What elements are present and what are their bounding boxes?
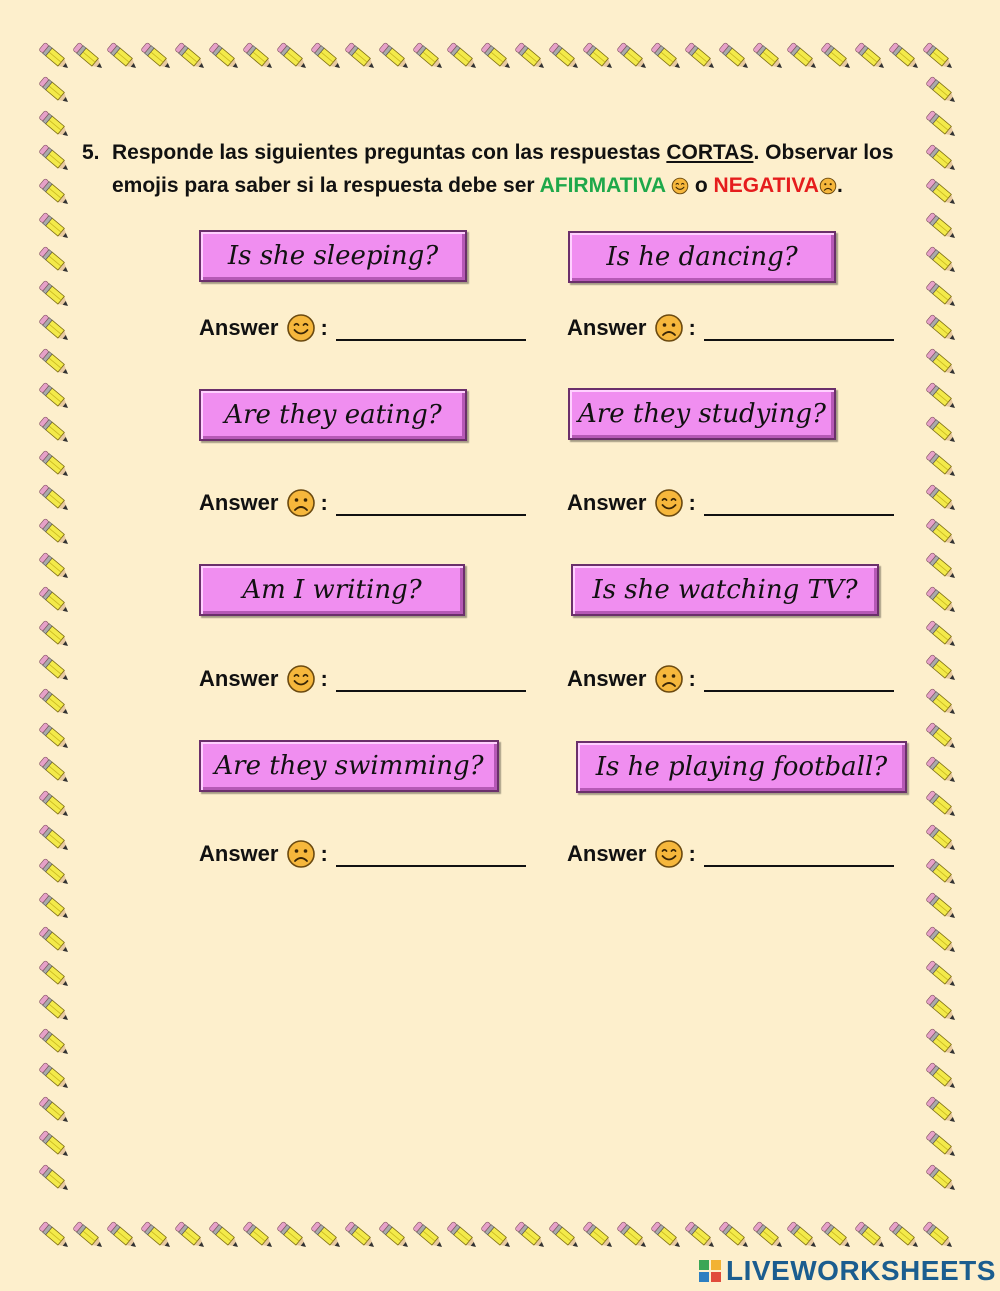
pencil-border-icon <box>926 1028 958 1058</box>
instructions-line-2 <box>112 169 843 202</box>
pencil-border-icon <box>926 994 958 1024</box>
question-number: 5. <box>82 141 100 164</box>
pencil-border-icon <box>926 110 958 140</box>
pencil-border-icon <box>926 144 958 174</box>
answer-blank[interactable] <box>336 841 526 867</box>
colon: : <box>320 315 328 340</box>
liveworksheets-logo-text: LIVEWORKSHEETS <box>726 1255 996 1286</box>
pencil-border-icon <box>39 756 71 786</box>
question-box-3: Are they eating? <box>199 389 467 441</box>
pencil-border-icon <box>39 688 71 718</box>
pencil-border-icon <box>379 1221 411 1251</box>
pencil-border-icon <box>39 654 71 684</box>
cortas-underlined: CORTAS <box>666 141 754 164</box>
pencil-border-icon <box>926 790 958 820</box>
pencil-border-icon <box>39 1096 71 1126</box>
pencil-border-icon <box>926 892 958 922</box>
pencil-border-icon <box>926 450 958 480</box>
answer-row-4 <box>567 485 894 521</box>
pencil-border-icon <box>175 1221 207 1251</box>
pencil-border-icon <box>926 518 958 548</box>
pencil-border-icon <box>39 178 71 208</box>
pencil-border-icon <box>39 348 71 378</box>
pencil-border-icon <box>311 42 343 72</box>
pencil-border-icon <box>413 1221 445 1251</box>
pencil-border-icon <box>39 1221 71 1251</box>
pencil-border-icon <box>926 722 958 752</box>
pencil-border-icon <box>926 688 958 718</box>
answer-blank[interactable] <box>336 666 526 692</box>
pencil-border-icon <box>889 1221 921 1251</box>
pencil-border-icon <box>821 42 853 72</box>
pencil-border-icon <box>39 722 71 752</box>
pencil-border-icon <box>39 246 71 276</box>
pencil-border-icon <box>926 824 958 854</box>
pencil-border-icon <box>39 552 71 582</box>
pencil-border-icon <box>753 1221 785 1251</box>
pencil-border-icon <box>39 994 71 1024</box>
colon: : <box>688 315 696 340</box>
instructions-text: Responde las siguientes preguntas con las respuestas <box>112 141 667 164</box>
pencil-border-icon <box>926 348 958 378</box>
pencil-border-icon <box>889 42 921 72</box>
pencil-border-icon <box>617 42 649 72</box>
smile-emoji-icon <box>286 664 316 694</box>
pencil-border-icon <box>753 42 785 72</box>
pencil-border-icon <box>39 314 71 344</box>
instructions-line-1 <box>112 136 894 169</box>
answer-label: Answer <box>199 315 279 340</box>
liveworksheets-logo-icon <box>698 1259 722 1283</box>
pencil-border-icon <box>926 76 958 106</box>
pencil-border-icon <box>617 1221 649 1251</box>
pencil-border-icon <box>481 42 513 72</box>
question-box-6: Is she watching TV? <box>571 564 879 616</box>
answer-row-8 <box>567 836 894 872</box>
pencil-border-icon <box>73 1221 105 1251</box>
answer-label: Answer <box>199 841 279 866</box>
negative-label: NEGATIVA <box>713 174 819 197</box>
pencil-border-icon <box>39 484 71 514</box>
answer-label: Answer <box>567 666 647 691</box>
colon: : <box>320 490 328 515</box>
pencil-border-icon <box>685 1221 717 1251</box>
colon: : <box>320 666 328 691</box>
pencil-border-icon <box>107 1221 139 1251</box>
pencil-border-icon <box>926 654 958 684</box>
pencil-border-icon <box>39 518 71 548</box>
pencil-border-icon <box>243 1221 275 1251</box>
pencil-border-icon <box>515 42 547 72</box>
pencil-border-icon <box>209 42 241 72</box>
pencil-border-icon <box>719 1221 751 1251</box>
pencil-border-icon <box>926 382 958 412</box>
frown-emoji-icon <box>286 839 316 869</box>
answer-row-1 <box>199 310 526 346</box>
smile-emoji-icon <box>671 177 689 195</box>
pencil-border-icon <box>926 1062 958 1092</box>
smile-emoji-icon <box>286 313 316 343</box>
pencil-border-icon <box>855 42 887 72</box>
pencil-border-icon <box>787 1221 819 1251</box>
pencil-border-icon <box>277 42 309 72</box>
pencil-border-icon <box>926 246 958 276</box>
colon: : <box>320 841 328 866</box>
pencil-border-icon <box>515 1221 547 1251</box>
pencil-border-icon <box>926 1164 958 1194</box>
pencil-border-icon <box>39 42 71 72</box>
pencil-border-icon <box>39 1028 71 1058</box>
smile-emoji-icon <box>654 839 684 869</box>
pencil-border-icon <box>821 1221 853 1251</box>
pencil-border-icon <box>926 586 958 616</box>
answer-label: Answer <box>567 315 647 340</box>
pencil-border-icon <box>107 42 139 72</box>
answer-blank[interactable] <box>336 490 526 516</box>
pencil-border-icon <box>926 212 958 242</box>
answer-blank[interactable] <box>704 315 894 341</box>
pencil-border-icon <box>926 280 958 310</box>
pencil-border-icon <box>926 926 958 956</box>
answer-row-5 <box>199 661 526 697</box>
pencil-border-icon <box>39 858 71 888</box>
answer-blank[interactable] <box>704 490 894 516</box>
pencil-border-icon <box>345 1221 377 1251</box>
pencil-border-icon <box>926 484 958 514</box>
instructions-text: emojis para saber si la respuesta debe ser <box>112 174 540 197</box>
pencil-border-icon <box>719 42 751 72</box>
pencil-border-icon <box>923 42 955 72</box>
liveworksheets-logo <box>698 1256 996 1286</box>
pencil-border-icon <box>926 960 958 990</box>
pencil-border-icon <box>73 42 105 72</box>
frown-emoji-icon <box>654 664 684 694</box>
question-box-8: Is he playing football? <box>576 741 907 793</box>
answer-label: Answer <box>199 490 279 515</box>
answer-row-7 <box>199 836 526 872</box>
pencil-border-icon <box>39 790 71 820</box>
answer-row-2 <box>567 310 894 346</box>
question-box-1: Is she sleeping? <box>199 230 467 282</box>
instructions-text: . Observar los <box>753 141 894 164</box>
pencil-border-icon <box>39 1164 71 1194</box>
pencil-border-icon <box>926 756 958 786</box>
pencil-border-icon <box>39 824 71 854</box>
pencil-border-icon <box>39 960 71 990</box>
pencil-border-icon <box>379 42 411 72</box>
pencil-border-icon <box>39 620 71 650</box>
pencil-border-icon <box>39 586 71 616</box>
pencil-border-icon <box>39 382 71 412</box>
answer-blank[interactable] <box>704 666 894 692</box>
pencil-border-icon <box>926 620 958 650</box>
colon: : <box>688 490 696 515</box>
instructions-connector: o <box>689 174 714 197</box>
pencil-border-icon <box>549 42 581 72</box>
affirmative-label: AFIRMATIVA <box>539 174 666 197</box>
pencil-border-icon <box>855 1221 887 1251</box>
answer-blank[interactable] <box>336 315 526 341</box>
pencil-border-icon <box>583 42 615 72</box>
pencil-border-icon <box>685 42 717 72</box>
instructions-end: . <box>836 174 843 197</box>
smile-emoji-icon <box>654 488 684 518</box>
pencil-border-icon <box>926 416 958 446</box>
pencil-border-icon <box>39 76 71 106</box>
pencil-border-icon <box>39 926 71 956</box>
answer-blank[interactable] <box>704 841 894 867</box>
pencil-border-icon <box>243 42 275 72</box>
pencil-border-icon <box>923 1221 955 1251</box>
frown-emoji-icon <box>286 488 316 518</box>
pencil-border-icon <box>447 1221 479 1251</box>
colon: : <box>688 666 696 691</box>
pencil-border-icon <box>549 1221 581 1251</box>
pencil-border-icon <box>141 42 173 72</box>
pencil-border-icon <box>175 42 207 72</box>
pencil-border-icon <box>926 1096 958 1126</box>
pencil-border-icon <box>345 42 377 72</box>
answer-label: Answer <box>567 841 647 866</box>
pencil-border-icon <box>39 892 71 922</box>
answer-row-6 <box>567 661 894 697</box>
pencil-border-icon <box>209 1221 241 1251</box>
pencil-border-icon <box>311 1221 343 1251</box>
pencil-border-icon <box>39 416 71 446</box>
pencil-border-icon <box>413 42 445 72</box>
pencil-border-icon <box>926 858 958 888</box>
pencil-border-icon <box>787 42 819 72</box>
pencil-border-icon <box>39 280 71 310</box>
pencil-border-icon <box>39 1062 71 1092</box>
answer-label: Answer <box>199 666 279 691</box>
pencil-border-icon <box>651 42 683 72</box>
pencil-border-icon <box>39 110 71 140</box>
question-box-4: Are they studying? <box>568 388 836 440</box>
pencil-border-icon <box>651 1221 683 1251</box>
pencil-border-icon <box>583 1221 615 1251</box>
answer-row-3 <box>199 485 526 521</box>
question-box-2: Is he dancing? <box>568 231 836 283</box>
pencil-border-icon <box>926 552 958 582</box>
pencil-border-icon <box>926 314 958 344</box>
pencil-border-icon <box>39 212 71 242</box>
pencil-border-icon <box>481 1221 513 1251</box>
pencil-border-icon <box>447 42 479 72</box>
pencil-border-icon <box>926 178 958 208</box>
frown-emoji-icon <box>819 177 837 195</box>
pencil-border-icon <box>141 1221 173 1251</box>
pencil-border-icon <box>39 144 71 174</box>
pencil-border-icon <box>39 450 71 480</box>
pencil-border-icon <box>39 1130 71 1160</box>
colon: : <box>688 841 696 866</box>
frown-emoji-icon <box>654 313 684 343</box>
answer-label: Answer <box>567 490 647 515</box>
pencil-border-icon <box>926 1130 958 1160</box>
pencil-border-icon <box>277 1221 309 1251</box>
question-box-7: Are they swimming? <box>199 740 499 792</box>
question-box-5: Am I writing? <box>199 564 465 616</box>
